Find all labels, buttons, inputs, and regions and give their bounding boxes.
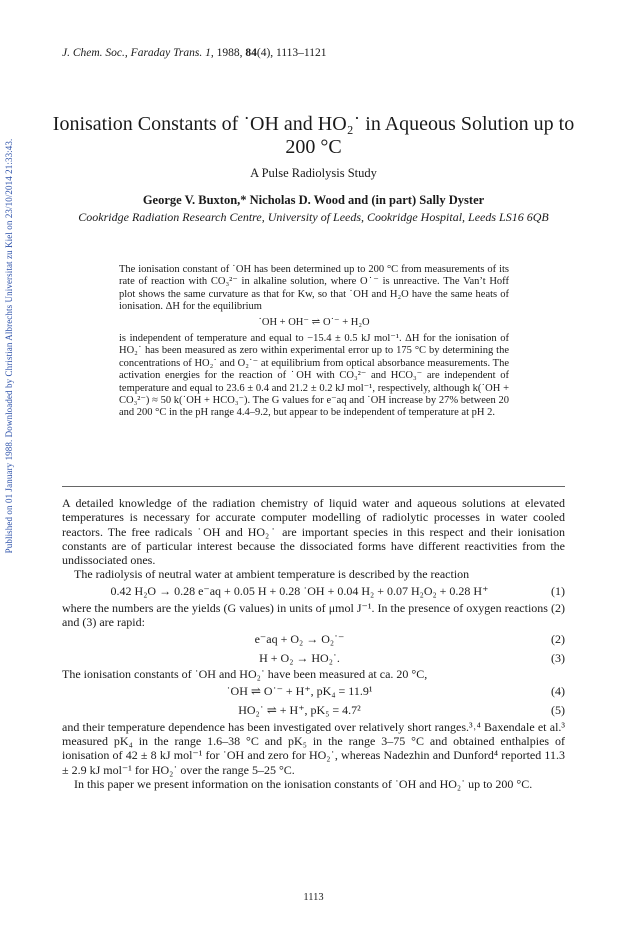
equation-1-number: (1) <box>551 584 565 599</box>
paper-title: Ionisation Constants of ˙OH and HO₂˙ in Aqueous Solution up to 200 °C <box>52 113 575 158</box>
paper-subtitle: A Pulse Radiolysis Study <box>250 166 377 180</box>
citation-year: 1988, <box>216 47 243 59</box>
equation-4-expression: ˙OH ⇌ O˙⁻ + H⁺, pK₄ = 11.9¹ <box>226 684 373 699</box>
equation-1-expression: 0.42 H₂O → 0.28 e⁻aq + 0.05 H + 0.28 ˙OH + 0.04 H₂ + 0.07 H₂O₂ + 0.28 H⁺ <box>110 584 489 599</box>
body-paragraph-5: and their temperature dependence has been investigated over relatively short ranges.³˒⁴ Baxendale et al.³ measured pK₄ in the range 1.6–38 °C and pK₅ in the range 3–75 °C and obtained enthalpies of ionisation of 42 ± 8 kJ mol⁻¹ for ˙OH and zero for HO₂˙, whereas Nadezhin and Dunford⁴ reported 11.3 ± 2.9 kJ mol⁻¹ for HO₂˙ over the range 5–25 °C. <box>62 719 565 777</box>
body-paragraph-4: The ionisation constants of ˙OH and HO₂˙ have been measured at ca. 20 °C, <box>62 667 428 682</box>
abstract-equation: ˙OH + OH⁻ ⇌ O˙⁻ + H₂O <box>258 316 370 328</box>
download-watermark <box>0 96 18 596</box>
equation-4-number: (4) <box>551 684 565 699</box>
body-paragraph-2: The radiolysis of neutral water at ambient temperature is described by the reaction <box>74 567 470 582</box>
equation-2-number: (2) <box>551 631 565 646</box>
equation-5-number: (5) <box>551 703 565 718</box>
journal-citation <box>62 47 327 59</box>
page-number: 1113 <box>303 892 324 903</box>
body-paragraph-3: where the numbers are the yields (G values) in units of μmol J⁻¹. In the presence of oxygen reactions (2) and (3) are rapid: <box>62 600 565 630</box>
citation-pages: (4), 1113–1121 <box>256 47 327 59</box>
abstract <box>119 264 509 420</box>
download-watermark-text: Published on 01 January 1988. Downloaded by Christian Albrechts Universitat zu Kiel on 23/10/2014 21:33:43. <box>4 138 14 554</box>
citation-volume: 84 <box>245 47 257 59</box>
equation-4 <box>62 682 565 701</box>
equation-3 <box>62 648 565 667</box>
abstract-paragraph-1: The ionisation constant of ˙OH has been determined up to 200 °C from measurements of its rate of reaction with CO₃²⁻ in alkaline solution, where O˙⁻ is unreactive. The Van’t Hoff plot shows the same curvature as that for Kw, so that ˙OH and H₂O have the same heats of ionisation. ΔH for the equilibrium <box>119 264 509 313</box>
equation-2-expression: e⁻aq + O₂ → O₂˙⁻ <box>254 631 345 646</box>
journal-name: J. Chem. Soc., Faraday Trans. 1, <box>62 47 214 59</box>
body-text <box>62 496 565 791</box>
equation-3-number: (3) <box>551 650 565 665</box>
equation-3-expression: H + O₂ → HO₂˙. <box>259 650 340 665</box>
abstract-paragraph-2: is independent of temperature and equal to −15.4 ± 0.5 kJ mol⁻¹. ΔH for the ionisation of HO₂˙ has been measured as zero within experimental error up to 175 °C by determining the concentrations of HO₂˙ and O₂˙⁻ at equilibrium from optical absorbance measurements. The activation energies for the reaction of ˙OH with CO₃²⁻ and HCO₃⁻ are independent of temperature and equal to 23.6 ± 0.4 and 21.2 ± 0.2 kJ mol⁻¹, respectively, although k(˙OH + CO₃²⁻) ≈ 50 k(˙OH + HCO₃⁻). The G values for e⁻aq and ˙OH increase by 27% between 20 and 200 °C in the pH range 4.4–9.2, but appear to be independent of temperature at pH 2. <box>119 333 509 419</box>
author-list: George V. Buxton,* Nicholas D. Wood and (in part) Sally Dyster <box>142 193 485 207</box>
equation-5-expression: HO₂˙ ⇌ + H⁺, pK₅ = 4.7² <box>238 703 361 718</box>
equation-5 <box>62 701 565 720</box>
section-divider <box>62 486 565 487</box>
body-paragraph-1: A detailed knowledge of the radiation chemistry of liquid water and aqueous solutions at elevated temperatures is necessary for accurate computer modelling of radiolytic processes in water cooled reactors. The free radicals ˙OH and HO₂˙ are important species in this respect and their ionisation constants are of particular interest because the dissociated forms have different reactivities from the undissociated ones. <box>62 496 565 568</box>
body-paragraph-6: In this paper we present information on the ionisation constants of ˙OH and HO₂˙ up to 200 °C. <box>74 776 533 791</box>
author-affiliation: Cookridge Radiation Research Centre, University of Leeds, Cookridge Hospital, Leeds LS16 6QB <box>78 210 549 224</box>
equation-2 <box>62 629 565 648</box>
equation-1 <box>62 582 565 601</box>
